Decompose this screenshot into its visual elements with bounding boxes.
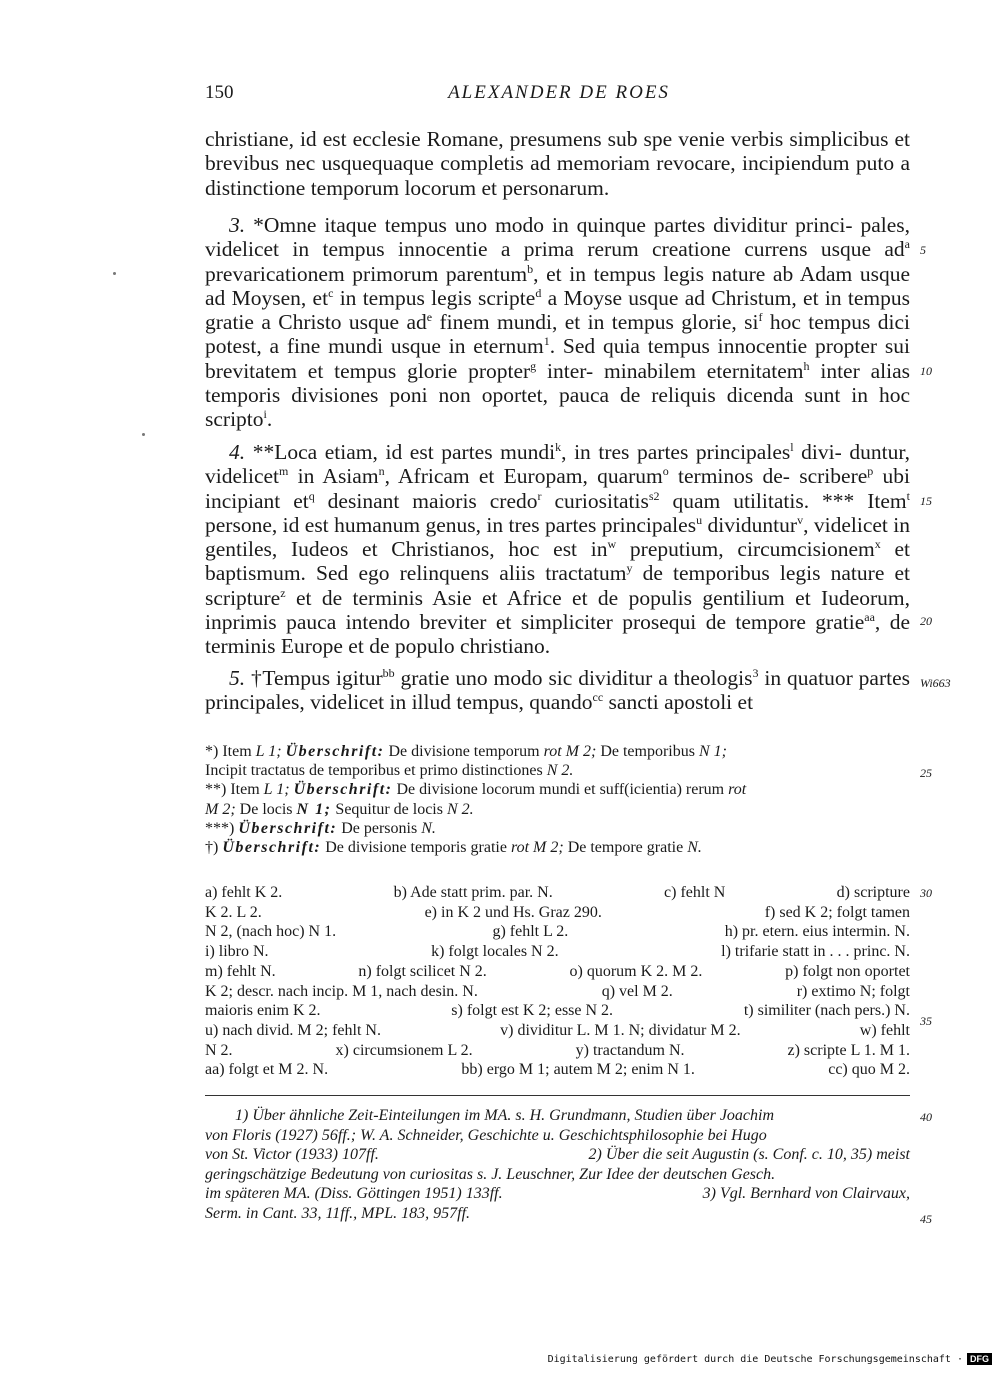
variant-note: q) vel M 2.	[601, 982, 673, 1000]
line-number-sigle: Wi663	[920, 676, 951, 690]
variant-note: u) nach divid. M 2; fehlt N.	[205, 1021, 381, 1039]
line-number: 45	[920, 1212, 932, 1226]
apparatus-line: ***) Überschrift: De personis N.	[205, 819, 436, 837]
footnote-marker: e	[426, 310, 433, 325]
footnote-marker: y	[626, 561, 633, 576]
variant-note: e) in K 2 und Hs. Graz 290.	[424, 903, 602, 921]
variant-line	[205, 903, 910, 923]
variant-note: p) folgt non oportet	[785, 962, 910, 980]
variant-note: f) sed K 2; folgt tamen	[764, 903, 910, 921]
variant-note: cc) quo M 2.	[828, 1061, 910, 1079]
footnote-marker: v	[797, 512, 804, 527]
footnote-text: geringschätzige Bedeutung von curiositas s. J. Leuschner, Zur Idee der deutschen Gesch.	[205, 1165, 776, 1183]
footnote-marker: m	[279, 464, 289, 479]
footnote-marker: cc	[592, 690, 604, 705]
footnote-text: 1) Über ähnliche Zeit-Einteilungen im MA. s. H. Grundmann, Studien über Joachim	[235, 1107, 775, 1124]
footnote-marker: z	[280, 585, 286, 600]
footnote-rule	[205, 1095, 910, 1096]
page-number: 150	[205, 82, 234, 103]
line-number: 30	[920, 886, 932, 900]
apparatus-line: Incipit tractatus de temporibus et primo distinctiones N 2.	[205, 762, 574, 780]
footnote-text: 2) Über die seit Augustin (s. Conf. c. 10, 35) meist	[588, 1146, 910, 1164]
footnote-marker: bb	[382, 665, 395, 680]
variant-note: k) folgt locales N 2.	[431, 943, 559, 961]
variant-line	[205, 922, 910, 942]
footnote-marker: f	[758, 310, 763, 325]
section-5-text: 5. †Tempus igitur$^{bb}$ gratie uno modo sic dividitur a theologis$^3$ in quatuor partes principales, videlicet in illud tempus, quando$^{cc}$ sancti apostoli et	[205, 665, 910, 715]
footnote-text: im späteren MA. (Diss. Göttingen 1951) 133ff.	[205, 1185, 503, 1203]
footnote-marker: a	[904, 237, 910, 252]
variant-note: g) fehlt L 2.	[492, 923, 569, 941]
line-number: 10	[920, 364, 932, 378]
line-number: 15	[920, 494, 932, 508]
footnote-marker: h	[803, 358, 810, 373]
variant-line	[205, 1041, 910, 1061]
apparatus-line: *) Item L 1; Überschrift: De divisione temporum rot M 2; De temporibus N 1;	[205, 743, 727, 760]
section-number: 3.	[229, 213, 246, 237]
footnote-marker: r	[537, 488, 542, 503]
variant-line	[205, 962, 910, 982]
variant-note: d) scripture	[836, 884, 910, 901]
variant-note: aa) folgt et M 2. N.	[205, 1061, 329, 1079]
footnote-text: von Floris (1927) 56ff.; W. A. Schneider, Geschichte u. Geschichtsphilosophie bei Hugo	[205, 1126, 767, 1144]
footnote-marker: t	[906, 488, 910, 503]
footnote-line	[205, 1184, 910, 1204]
footnote-text: Serm. in Cant. 33, 11ff., MPL. 183, 957ff.	[205, 1204, 471, 1222]
footnote-marker: n	[378, 464, 385, 479]
footnote-marker: 1	[543, 334, 550, 349]
variant-note: x) circumsionem L 2.	[335, 1041, 473, 1059]
variant-note: i) libro N.	[205, 943, 269, 961]
line-number: 5	[920, 243, 926, 257]
footnote-marker: aa	[864, 609, 875, 624]
variant-note: m) fehlt N.	[205, 962, 276, 980]
variant-note: h) pr. etern. eius intermin. N.	[724, 923, 910, 941]
running-title: ALEXANDER DE ROES	[448, 82, 670, 103]
footnote-marker: p	[867, 464, 874, 479]
variant-note: s) folgt est K 2; esse N 2.	[451, 1002, 614, 1020]
apparatus-line: M 2; De locis N 1; Sequitur de locis N 2.	[205, 800, 474, 818]
variant-note: N 2, (nach hoc) N 1.	[205, 923, 337, 941]
variant-note: a) fehlt K 2.	[205, 884, 283, 901]
footnote-marker: i	[263, 407, 267, 422]
variant-line	[205, 1021, 910, 1041]
section-3	[205, 213, 910, 432]
credit-text: Digitalisierung gefördert durch die Deutsche Forschungsgemeinschaft ·	[547, 1353, 963, 1365]
section-5	[205, 666, 910, 715]
heading-apparatus	[205, 742, 910, 857]
variant-note: v) dividitur L. M 1. N; dividatur M 2.	[500, 1021, 741, 1039]
intro-paragraph	[205, 127, 910, 200]
dfg-logo: DFG	[967, 1353, 992, 1365]
section-4-text: 4. **Loca etiam, id est partes mundi$^k$, in tres partes principales$^l$ divi- duntur, videlicet$^m$ in Asiam$^n$, Africam et Europam, quarum$^o$ terminos de- scribere$^p$ ubi incipiant $et^q$ desinant maioris credo$^r$ curiositatis$^{s2}$ quam utilitatis. *** Item$^t$ persone, id est humanum genus, in tres partes principales$^u$ dividuntur$^v$, videlicet in gentiles, Iudeos et Christianos, hoc est $in^w$ preputium, circumcisionem$^x$ et baptismum. Sed ego relinquens aliis tractatum$^y$ de temporibus legis nature et scripture$^z$ et de terminis Asie et Africe et de populis gentilium et Iudeorum, inprimis pauca intendo breviter et simpliciter prosequi de tempore gratie$^{aa}$, de terminis Europe et de populo christiano.	[205, 439, 911, 659]
variant-note: r) extimo N; folgt	[796, 982, 910, 1000]
footnote-line	[205, 1126, 910, 1146]
variant-note: z) scripte L 1. M 1.	[787, 1041, 910, 1059]
variant-note: b) Ade statt prim. par. N.	[393, 884, 553, 901]
line-number: 25	[920, 766, 932, 780]
variant-note: bb) ergo M 1; autem M 2; enim N 1.	[461, 1061, 695, 1079]
variant-line	[205, 1001, 910, 1021]
variant-note: t) similiter (nach pers.) N.	[743, 1002, 910, 1020]
footnote-line	[205, 1165, 910, 1185]
variant-note: K 2. L 2.	[205, 903, 262, 921]
variant-note: N 2.	[205, 1041, 233, 1059]
section-3-text: 3. *Omne itaque tempus uno modo in quinque partes dividitur princi- pales, videlicet in tempus innocentie a prima rerum creatione currens usque $ad^a$ prevaricationem primorum parentum$^b$, et in tempus legis nature ab Adam usque ad Moysen, $et^c$ in tempus legis scripte$^d$ a Moyse usque ad Christum, et in tempus gratie a Christo usque $ad^e$ finem mundi, et in tempus glorie, $si^f$ hoc tempus dici potest, a fine mundi usque in eternum$^1$. Sed quia tempus innocentie propter sui brevitatem et tempus glorie propter$^g$ inter- minabilem eternitatem$^h$ inter alias temporis divisiones poni non oportet, pauca de reliquis dicenda sunt in hoc scripto$^i$.	[205, 213, 911, 432]
footnote-marker: k	[555, 439, 562, 454]
section-number: 5.	[229, 666, 246, 690]
line-number: 40	[920, 1110, 932, 1124]
footnote-marker: b	[527, 261, 534, 276]
footnote-marker: d	[535, 285, 542, 300]
footnote-marker: 3	[752, 665, 759, 680]
apparatus-line: **) Item L 1; Überschrift: De divisione locorum mundi et suff(icientia) rerum rot	[205, 781, 747, 799]
variant-note: l) trifarie statt in . . . princ. N.	[721, 943, 910, 961]
intro-text: christiane, id est ecclesie Romane, presumens sub spe venie verbis simplicibus et brevibus nec usquequaque completis ad memoriam revocare, incipiendum puto a distinctione temporum locorum et personarum.	[205, 127, 910, 200]
variant-note: o) quorum K 2. M 2.	[569, 962, 703, 980]
footnote-line	[205, 1106, 910, 1126]
footnote-marker: u	[696, 512, 703, 527]
variant-note: c) fehlt N	[664, 884, 726, 901]
digitization-credit	[548, 1353, 992, 1365]
footnote-marker: o	[662, 464, 669, 479]
variant-line	[205, 1060, 910, 1080]
commentary-footnotes	[205, 1106, 910, 1224]
line-number: 20	[920, 614, 932, 628]
variant-line	[205, 982, 910, 1002]
apparatus-line: †) Überschrift: De divisione temporis gratie rot M 2; De tempore gratie N.	[205, 839, 702, 857]
footnote-text: von St. Victor (1933) 107ff.	[205, 1146, 379, 1164]
variant-line	[205, 942, 910, 962]
footnote-line	[205, 1145, 910, 1165]
scan-speck	[142, 433, 145, 436]
footnote-marker: c	[328, 285, 334, 300]
line-number: 35	[920, 1014, 932, 1028]
variant-note: maioris enim K 2.	[205, 1002, 321, 1020]
variant-note: y) tractandum N.	[575, 1041, 685, 1059]
variant-note: n) folgt scilicet N 2.	[358, 962, 487, 980]
footnote-marker: g	[530, 358, 537, 373]
footnote-marker: w	[607, 537, 617, 552]
footnote-line	[205, 1204, 910, 1224]
running-header	[205, 82, 913, 110]
variant-line	[205, 883, 910, 903]
footnote-marker: l	[790, 439, 794, 454]
section-number: 4.	[229, 440, 246, 464]
variant-note: K 2; descr. nach incip. M 1, nach desin. N.	[205, 982, 478, 1000]
footnote-marker: q	[308, 488, 315, 503]
footnote-text: 3) Vgl. Bernhard von Clairvaux,	[702, 1185, 910, 1203]
footnote-marker: x	[874, 537, 881, 552]
footnote-marker: s2	[648, 488, 660, 503]
section-4	[205, 440, 910, 659]
scan-speck	[113, 272, 116, 275]
variant-apparatus	[205, 883, 910, 1080]
variant-note: w) fehlt	[859, 1021, 910, 1039]
